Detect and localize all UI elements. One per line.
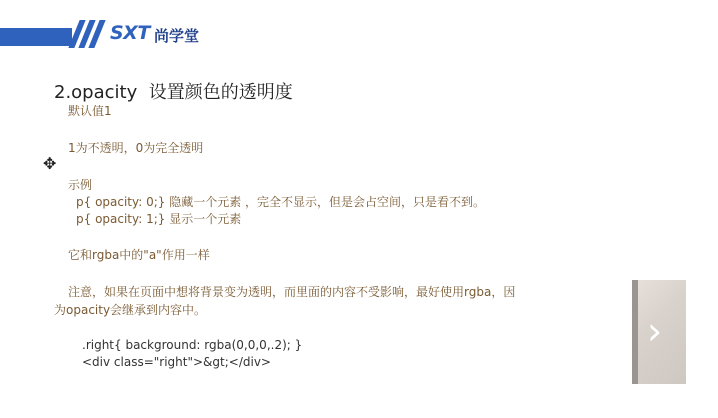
title-property: 2.opacity: [54, 82, 138, 103]
text-rgba-note: 它和rgba中的"a"作用一样: [68, 248, 210, 262]
header-accent-bar: [0, 28, 72, 46]
text-warning-line2: 为opacity会继承到内容中。: [54, 303, 207, 317]
title-description: 设置颜色的透明度: [148, 82, 293, 103]
move-cursor-icon: ✥: [43, 154, 57, 173]
text-opacity-range: 1为不透明，0为完全透明: [68, 141, 204, 155]
logo-name: 尚学堂: [154, 27, 200, 45]
text-example-show: p{ opacity: 1;} 显示一个元素: [76, 212, 242, 226]
text-default-value: 默认值1: [68, 104, 112, 118]
slide-title: [54, 78, 293, 104]
text-warning-line1: 注意，如果在页面中想将背景变为透明，而里面的内容不受影响，最好使用rgba，因: [68, 285, 516, 299]
logo-mark: SXT: [110, 22, 150, 44]
chevron-right-icon[interactable]: ›: [647, 309, 663, 353]
next-slide-panel-edge: [632, 280, 638, 384]
code-html-div: <div class="right">&gt;</div>: [82, 355, 271, 369]
slide-header: [0, 0, 718, 60]
text-example-heading: 示例: [68, 178, 93, 192]
code-css-rule: .right{ background: rgba(0,0,0,.2); }: [82, 338, 303, 352]
text-example-hide: p{ opacity: 0;} 隐藏一个元素 ，完全不显示，但是会占空间，只是看不到。: [76, 195, 486, 209]
